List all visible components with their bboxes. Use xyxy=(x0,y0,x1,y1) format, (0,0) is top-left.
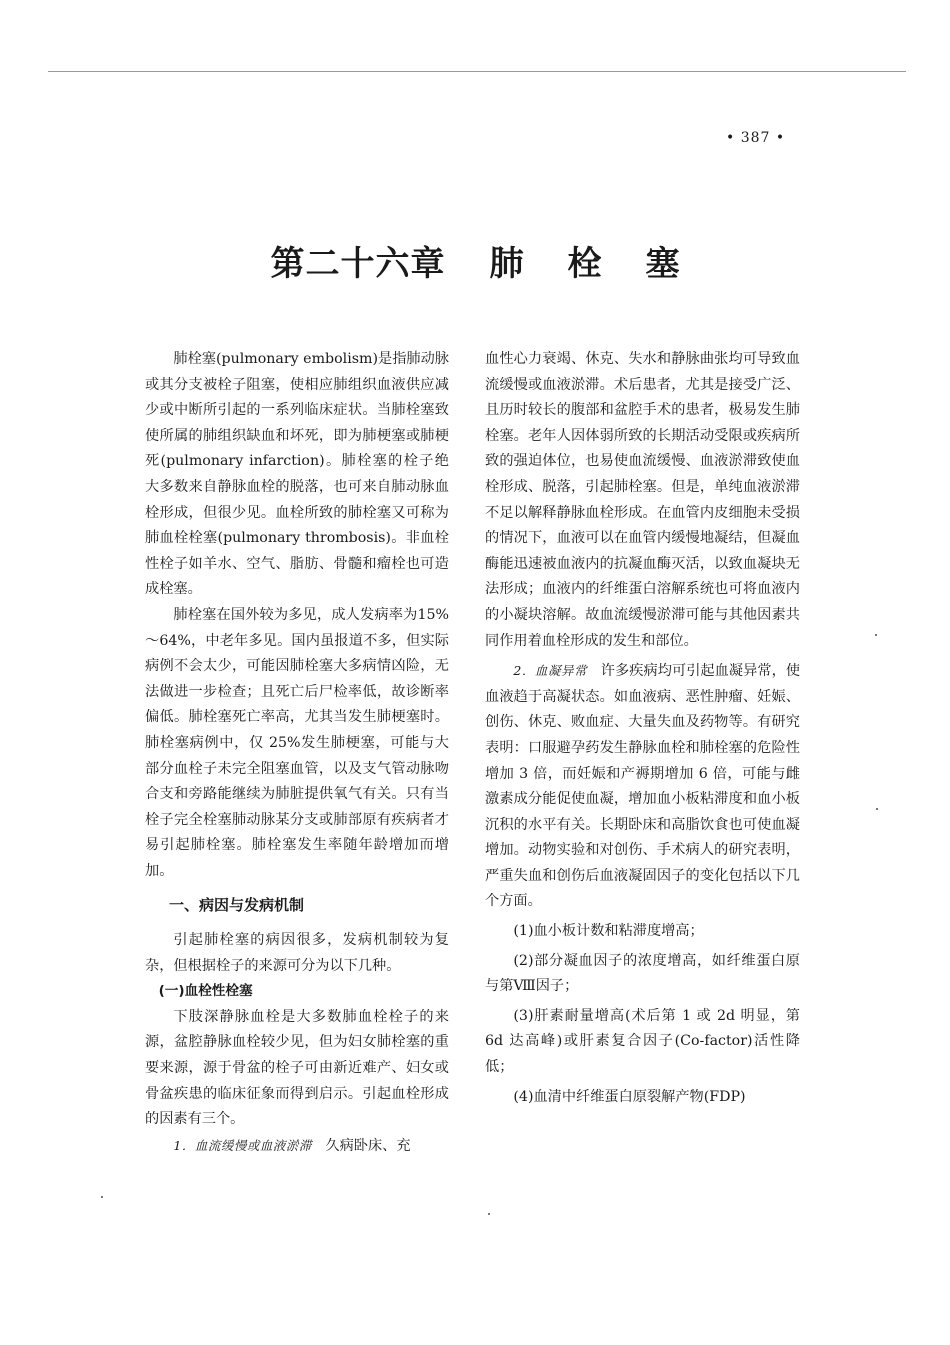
list-item-2: (2)部分凝血因子的浓度增高，如纤维蛋白原与第Ⅷ因子； xyxy=(485,952,800,995)
incidence-paragraph: 肺栓塞在国外较为多见，成人发病率为15%～64%，中老年多见。国内虽报道不多，但实际病例不会太少，可能因肺栓塞大多病情凶险，无法做进一步检查；且死亡后尸检率低，故诊断率偏低。肺栓塞死亡率高，尤其当发生肺梗塞时。肺栓塞病例中，仅 25%发生肺梗塞，可能与大部分血栓子未完全阻塞血管，以及支气管动脉吻合支和旁路能继续为肺脏提供氧气有关。只有当栓子完全栓塞肺动脉某分支或肺部原有疾病者才易引起肺栓塞。肺栓塞发生率随年龄增加而增加。 xyxy=(145,606,449,879)
right-column xyxy=(485,347,800,1110)
thrombus-source-paragraph: 下肢深静脉血栓是大多数肺血栓栓子的来源，盆腔静脉血栓较少见，但为妇女肺栓塞的重要来源，源于骨盆的栓子可由新近难产、妇女或骨盆疾患的临床征象而得到启示。引起血栓形成的因素有三个。 xyxy=(145,1008,449,1128)
list-item-3: (3)肝素耐量增高(术后第 1 或 2d 明显，第 6d 达高峰)或肝素复合因子(Co-factor)活性降低； xyxy=(485,1007,800,1076)
scan-speck xyxy=(875,634,877,636)
chapter-topic: 肺栓塞 xyxy=(489,244,724,284)
factor-2-paragraph xyxy=(485,658,800,915)
list-item-1: (1)血小板计数和粘滞度增高； xyxy=(513,923,704,940)
scan-speck xyxy=(488,1213,490,1215)
factor-1-label: 1．血流缓慢或血液淤滞 xyxy=(173,1137,312,1153)
scan-speck xyxy=(101,1196,103,1198)
stasis-continued-paragraph: 血性心力衰竭、休克、失水和静脉曲张均可导致血流缓慢或血液淤滞。术后患者，尤其是接受广泛、且历时较长的腹部和盆腔手术的患者，极易发生肺栓塞。老年人因体弱所致的长期活动受限或疾病所致的强迫体位，也易使血流缓慢、血液淤滞致使血栓形成、脱落，引起肺栓塞。但是，单纯血液淤滞不足以解释静脉血栓形成。在血管内皮细胞未受损的情况下，血液可以在血管内缓慢地凝结，但凝血酶能迅速被血液内的抗凝血酶灭活，以致血凝块无法形成；血液内的纤维蛋白溶解系统也可将血液内的小凝块溶解。故血流缓慢淤滞可能与其他因素共同作用着血栓形成的发生和部位。 xyxy=(485,351,800,649)
left-column xyxy=(145,347,449,1159)
page-number: • 387 • xyxy=(726,130,786,146)
etiology-paragraph: 引起肺栓塞的病因很多，发病机制较为复杂，但根据栓子的来源可分为以下几种。 xyxy=(145,932,449,974)
chapter-title xyxy=(0,236,950,285)
scan-speck xyxy=(876,808,878,810)
factor-1-paragraph xyxy=(145,1133,449,1160)
subsection-heading: (一)血栓性栓塞 xyxy=(158,983,253,1000)
factor-1-text: 久病卧床、充 xyxy=(325,1137,411,1154)
header-rule xyxy=(48,71,906,72)
chapter-number: 第二十六章 xyxy=(270,244,446,284)
list-item-4: (4)血清中纤维蛋白原裂解产物(FDP) xyxy=(513,1088,746,1105)
factor-2-text: 许多疾病均可引起血凝异常，使血液趋于高凝状态。如血液病、恶性肿瘤、妊娠、创伤、休克、败血症、大量失血及药物等。有研究表明：口服避孕药发生静脉血栓和肺栓塞的危险性增加 3 倍，而妊娠和产褥期增加 6 倍，可能与雌激素成分能促使血凝，增加血小板粘滞度和血小板沉积的水平有关。长期卧床和高脂饮食也可使血凝增加。动物实验和对创伤、手术病人的研究表明，严重失血和创伤后血液凝固因子的变化包括以下几个方面。 xyxy=(485,663,801,910)
intro-paragraph: 肺栓塞(pulmonary embolism)是指肺动脉或其分支被栓子阻塞，使相应肺组织血液供应减少或中断所引起的一系列临床症状。当肺栓塞致使所属的肺组织缺血和坏死，即为肺梗塞或肺梗死(pulmonary infarction)。肺栓塞的栓子绝大多数来自静脉血栓的脱落，也可来自肺动脉血栓形成，但很少见。血栓所致的肺栓塞又可称为肺血栓栓塞(pulmonary thrombosis)。非血栓性栓子如羊水、空气、脂肪、骨髓和瘤栓也可造成栓塞。 xyxy=(145,351,449,598)
section-heading: 一、病因与发病机制 xyxy=(169,896,305,915)
factor-2-label: 2．血凝异常 xyxy=(513,663,588,679)
